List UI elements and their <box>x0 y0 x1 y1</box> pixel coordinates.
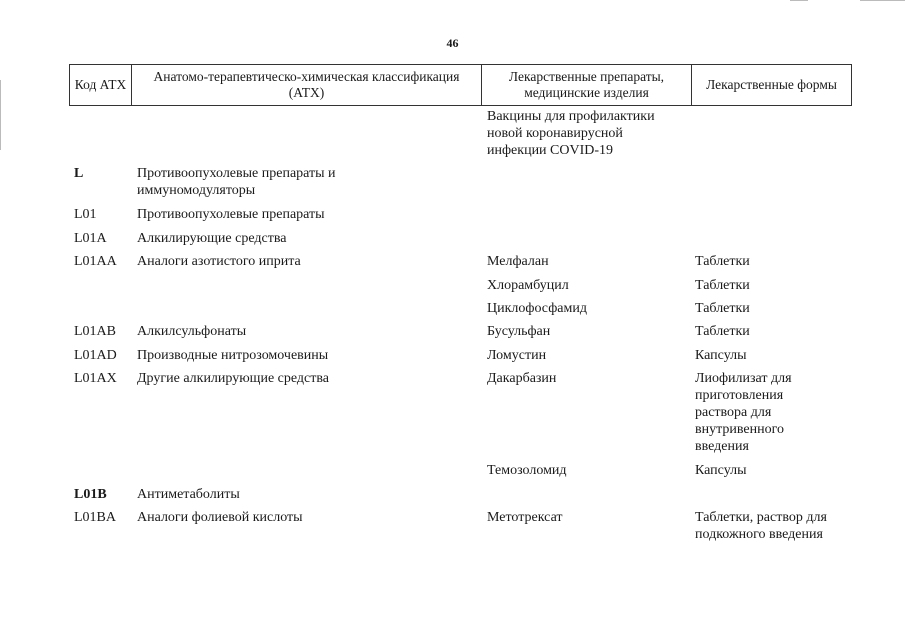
row-classification: Антиметаболиты <box>137 487 240 502</box>
row-code: L01AB <box>74 324 116 339</box>
row-form: Капсулы <box>695 348 747 363</box>
page-number: 46 <box>446 36 459 50</box>
row-form: Таблетки <box>695 324 750 339</box>
row-drug: Метотрексат <box>487 510 563 525</box>
row-code: L01A <box>74 231 107 246</box>
row-code: L01AD <box>74 348 117 363</box>
row-drug: Ломустин <box>487 348 547 363</box>
row-drug: Мелфалан <box>487 254 549 269</box>
scan-edge-line <box>860 0 905 1</box>
row-code: L01AA <box>74 254 117 269</box>
row-form: Лиофилизат для приготовления раствора для внутривенного введения <box>695 371 792 454</box>
header-code: Код АТХ <box>70 65 132 106</box>
row-classification: Другие алкилирующие средства <box>137 371 330 386</box>
row-classification: Противоопухолевые препараты <box>137 207 325 222</box>
row-code: L01 <box>74 207 97 222</box>
row-classification: Аналоги азотистого иприта <box>137 254 301 269</box>
header-forms: Лекарственные формы <box>692 65 852 106</box>
row-code: L01AX <box>74 371 117 386</box>
row-classification: Противоопухолевые препараты и иммуномодуляторы <box>137 166 336 198</box>
row-form: Таблетки, раствор для подкожного введения <box>695 510 827 542</box>
row-form: Таблетки <box>695 301 750 316</box>
row-drug: Темозоломид <box>487 463 567 478</box>
row-code: L <box>74 166 84 181</box>
header-drugs: Лекарственные препараты, медицинские изделия <box>482 65 692 106</box>
row-code: L01B <box>74 487 107 502</box>
scan-edge-line <box>0 80 1 150</box>
row-form: Капсулы <box>695 463 747 478</box>
table-header <box>69 64 852 106</box>
row-drug: Хлорамбуцил <box>487 278 569 293</box>
row-classification: Алкилсульфонаты <box>137 324 247 339</box>
row-classification: Алкилирующие средства <box>137 231 287 246</box>
row-form: Таблетки <box>695 254 750 269</box>
row-classification: Аналоги фолиевой кислоты <box>137 510 303 525</box>
row-code: L01BA <box>74 510 116 525</box>
scan-edge-line <box>790 0 808 1</box>
header-classification: Анатомо-терапевтическо-химическая классификация (АТХ) <box>132 65 482 106</box>
row-form: Таблетки <box>695 278 750 293</box>
row-drug: Вакцины для профилактики новой коронавирусной инфекции COVID-19 <box>487 109 655 158</box>
row-classification: Производные нитрозомочевины <box>137 348 329 363</box>
row-drug: Бусульфан <box>487 324 551 339</box>
row-drug: Циклофосфамид <box>487 301 587 316</box>
row-drug: Дакарбазин <box>487 371 557 386</box>
